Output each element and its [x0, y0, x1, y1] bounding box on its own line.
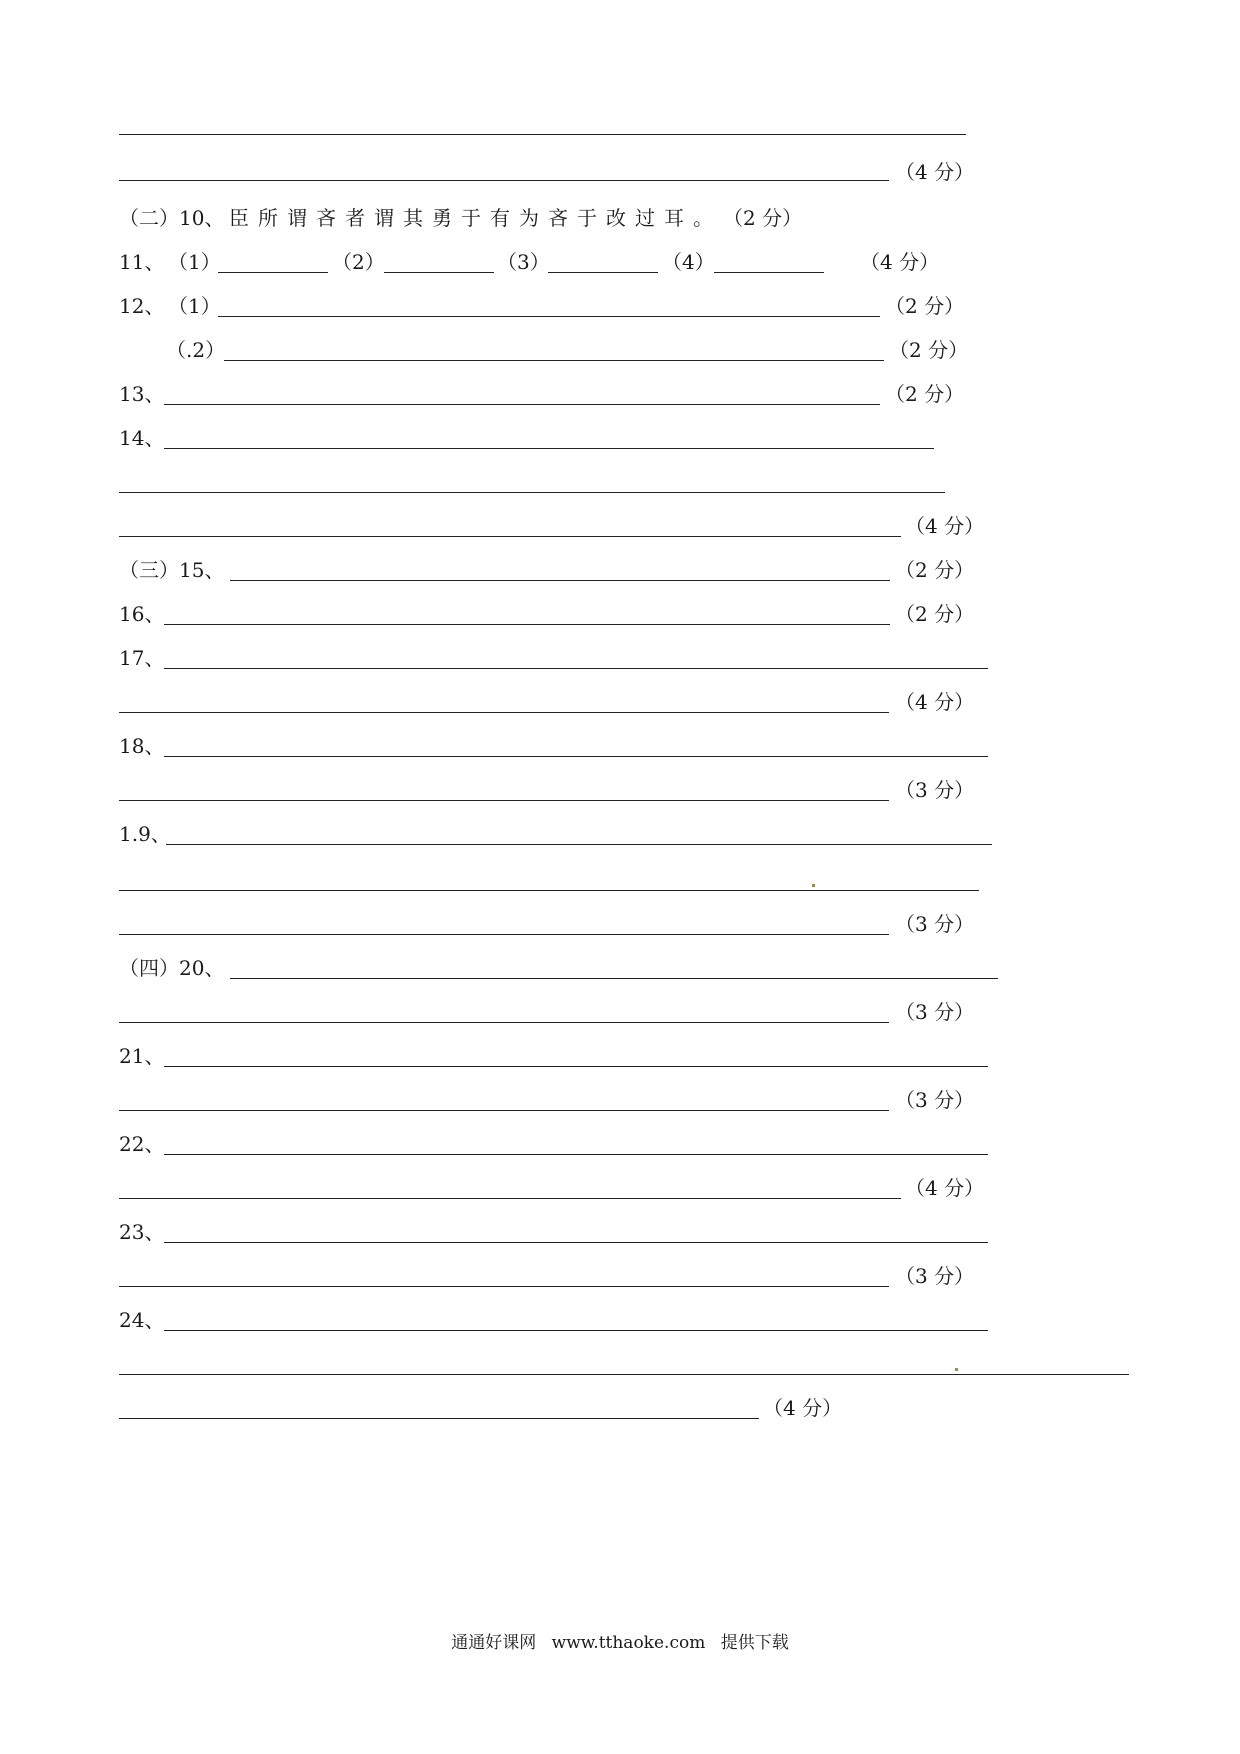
question-label: 16、 [119, 602, 165, 626]
answer-line[interactable] [164, 668, 988, 669]
sub-question-label: （.2） [166, 338, 226, 362]
answer-line[interactable] [164, 1154, 988, 1155]
answer-line[interactable] [164, 448, 934, 449]
score-label: （3 分） [895, 1088, 975, 1112]
score-label: （4 分） [860, 250, 940, 274]
footer-url[interactable]: www.tthaoke.com [551, 1633, 706, 1653]
score-label: （2 分） [895, 558, 975, 582]
sub-question-label: （1） [168, 294, 221, 318]
score-label: （2 分） [885, 294, 965, 318]
answer-line[interactable] [119, 1286, 889, 1287]
question-label: 24、 [119, 1308, 165, 1332]
blank-number: （1） [168, 250, 221, 274]
answer-line[interactable] [230, 978, 998, 979]
question-label: 13、 [119, 382, 165, 406]
footer-suffix: 提供下载 [720, 1633, 789, 1653]
score-label: （3 分） [895, 1264, 975, 1288]
score-label: （4 分） [895, 690, 975, 714]
answer-line[interactable] [230, 580, 890, 581]
score-label: （4 分） [763, 1396, 843, 1420]
score-label: （4 分） [905, 1176, 985, 1200]
answer-line[interactable] [119, 492, 945, 493]
question-label: （二）10、 [119, 206, 225, 230]
score-label: （2 分） [889, 338, 969, 362]
answer-text: 臣所谓吝者谓其勇于有为吝于改过耳。 [229, 206, 722, 230]
answer-line[interactable] [119, 134, 966, 135]
answer-line[interactable] [119, 800, 889, 801]
page-footer [0, 1628, 1240, 1653]
scan-speck [955, 1368, 958, 1371]
answer-line[interactable] [164, 1242, 988, 1243]
answer-blank[interactable] [218, 272, 328, 273]
question-label: （四）20、 [119, 956, 225, 980]
answer-blank[interactable] [384, 272, 494, 273]
score-label: （2 分） [723, 206, 803, 230]
answer-blank[interactable] [714, 272, 824, 273]
score-label: （3 分） [895, 912, 975, 936]
blank-number: （4） [662, 250, 715, 274]
answer-line[interactable] [119, 712, 889, 713]
answer-line[interactable] [164, 1330, 988, 1331]
scan-speck [812, 884, 815, 887]
answer-line[interactable] [164, 1066, 988, 1067]
question-label: 18、 [119, 734, 165, 758]
answer-line[interactable] [119, 1374, 1129, 1375]
answer-line[interactable] [119, 890, 979, 891]
answer-line[interactable] [119, 536, 901, 537]
question-label: 11、 [119, 250, 165, 274]
answer-line[interactable] [119, 1110, 889, 1111]
answer-blank[interactable] [548, 272, 658, 273]
question-label: 14、 [119, 426, 165, 450]
score-label: （4 分） [905, 514, 985, 538]
score-label: （4 分） [895, 160, 975, 184]
question-label: 22、 [119, 1132, 165, 1156]
question-label: 23、 [119, 1220, 165, 1244]
answer-line[interactable] [119, 1418, 759, 1419]
question-label: 1.9、 [119, 822, 171, 846]
answer-line[interactable] [218, 316, 880, 317]
answer-line[interactable] [164, 756, 988, 757]
answer-line[interactable] [224, 360, 884, 361]
question-label: 12、 [119, 294, 165, 318]
blank-number: （2） [332, 250, 385, 274]
answer-line[interactable] [164, 624, 890, 625]
answer-line[interactable] [119, 180, 889, 181]
question-label: 21、 [119, 1044, 165, 1068]
answer-line[interactable] [164, 404, 880, 405]
score-label: （3 分） [895, 1000, 975, 1024]
score-label: （2 分） [895, 602, 975, 626]
question-label: 17、 [119, 646, 165, 670]
answer-line[interactable] [119, 934, 889, 935]
answer-line[interactable] [166, 844, 992, 845]
answer-line[interactable] [119, 1022, 889, 1023]
question-label: （三）15、 [119, 558, 225, 582]
score-label: （2 分） [885, 382, 965, 406]
answer-line[interactable] [119, 1198, 901, 1199]
score-label: （3 分） [895, 778, 975, 802]
blank-number: （3） [497, 250, 550, 274]
footer-site-name: 通通好课网 [451, 1633, 537, 1653]
